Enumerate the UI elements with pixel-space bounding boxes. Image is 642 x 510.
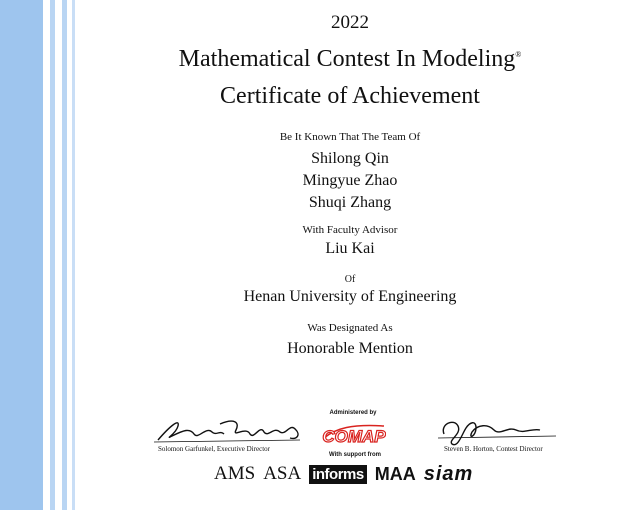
contest-title [80, 46, 620, 73]
advisor-name: Liu Kai [325, 240, 375, 257]
ams-logo: AMS [214, 463, 256, 484]
certificate-year: 2022 [331, 12, 369, 33]
executive-director-caption: Solomon Garfunkel, Executive Director [158, 445, 270, 453]
team-member: Shilong Qin [311, 150, 389, 167]
contest-name: Mathematical Contest In Modeling [178, 46, 516, 72]
advisor-label: With Faculty Advisor [302, 224, 398, 236]
decorative-stripes [0, 0, 80, 510]
maa-logo: MAA [374, 463, 416, 484]
award-designation: Honorable Mention [287, 340, 413, 357]
institution-name: Henan University of Engineering [243, 288, 457, 305]
siam-logo: siam [423, 462, 474, 485]
team-member: Shuqi Zhang [308, 194, 392, 211]
contest-director-caption: Steven B. Horton, Contest Director [444, 445, 543, 453]
certificate-title: Certificate of Achievement [220, 83, 480, 109]
comap-logo-text: COMAP [322, 427, 386, 446]
stripe-thin [62, 0, 67, 510]
of-label: Of [344, 274, 356, 285]
comap-logo [322, 418, 386, 450]
team-member: Mingyue Zhao [302, 172, 398, 189]
support-label: With support from [329, 452, 381, 458]
designated-label: Was Designated As [307, 322, 393, 334]
informs-logo: informs [309, 465, 367, 484]
stripe-wide [0, 0, 43, 510]
sponsor-logos [214, 462, 473, 486]
stripe-thin [50, 0, 55, 510]
asa-logo: ASA [263, 463, 302, 484]
stripe-thin [72, 0, 75, 510]
registered-mark: ® [515, 50, 522, 59]
contest-director-signature [432, 414, 562, 448]
executive-director-signature [150, 412, 310, 448]
administered-by-label: Administered by [329, 410, 377, 416]
intro-text: Be It Known That The Team Of [279, 131, 421, 143]
